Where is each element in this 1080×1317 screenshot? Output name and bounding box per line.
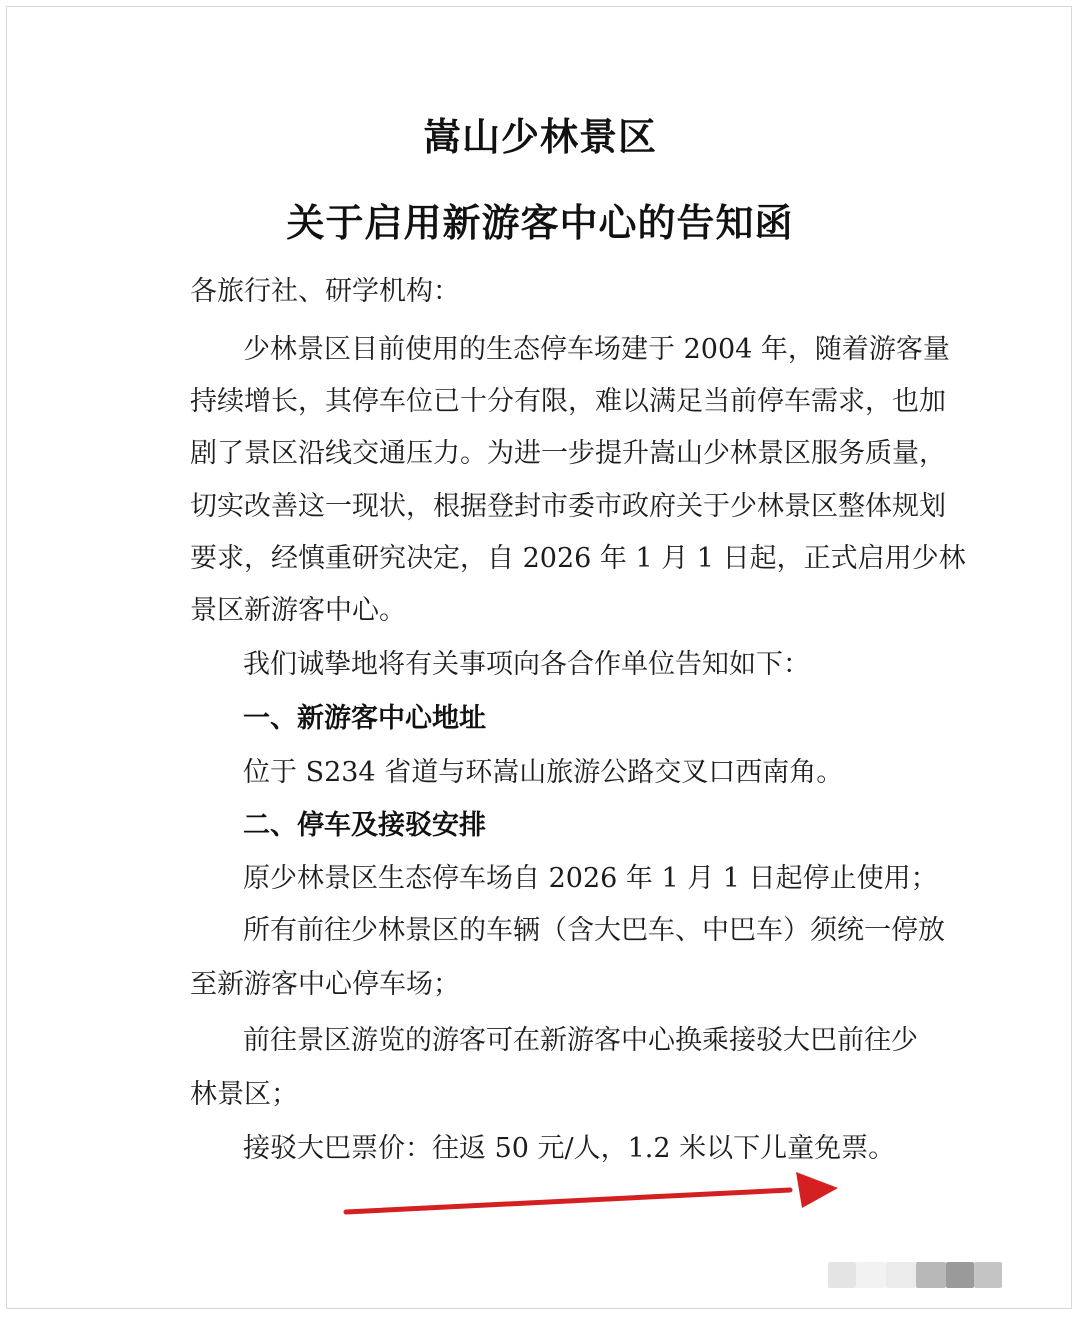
intro-line: 我们诚挚地将有关事项向各合作单位告知如下： [243, 649, 810, 680]
section-2-line-2b: 至新游客中心停车场； [190, 969, 460, 1000]
section-2-heading: 二、停车及接驳安排 [243, 810, 486, 841]
section-2-line-1: 原少林景区生态停车场自 2026 年 1 月 1 日起停止使用； [243, 863, 938, 894]
section-2-line-4: 接驳大巴票价：往返 50 元/人，1.2 米以下儿童免票。 [243, 1133, 896, 1164]
paragraph-1-line-3: 剧了景区沿线交通压力。为进一步提升嵩山少林景区服务质量， [190, 438, 946, 469]
blurred-watermark [828, 1262, 1008, 1292]
section-2-line-2a: 所有前往少林景区的车辆（含大巴车、中巴车）须统一停放 [243, 915, 945, 946]
section-1-heading: 一、新游客中心地址 [243, 703, 486, 734]
salutation: 各旅行社、研学机构： [190, 276, 460, 307]
document-subtitle: 关于启用新游客中心的告知函 [286, 201, 794, 245]
paragraph-1-line-4: 切实改善这一现状，根据登封市委市政府关于少林景区整体规划 [190, 491, 946, 522]
red-arrow-icon [340, 1168, 850, 1228]
paragraph-1-line-6: 景区新游客中心。 [190, 595, 406, 626]
document-title: 嵩山少林景区 [422, 115, 657, 159]
section-1-text: 位于 S234 省道与环嵩山旅游公路交叉口西南角。 [243, 757, 844, 788]
paragraph-1-line-1: 少林景区目前使用的生态停车场建于 2004 年，随着游客量 [243, 334, 950, 365]
paragraph-1-line-5: 要求，经慎重研究决定，自 2026 年 1 月 1 日起，正式启用少林 [190, 543, 966, 574]
section-2-line-3a: 前往景区游览的游客可在新游客中心换乘接驳大巴前往少 [243, 1025, 918, 1056]
paragraph-1-line-2: 持续增长，其停车位已十分有限，难以满足当前停车需求，也加 [190, 386, 946, 417]
section-2-line-3b: 林景区； [190, 1079, 298, 1110]
